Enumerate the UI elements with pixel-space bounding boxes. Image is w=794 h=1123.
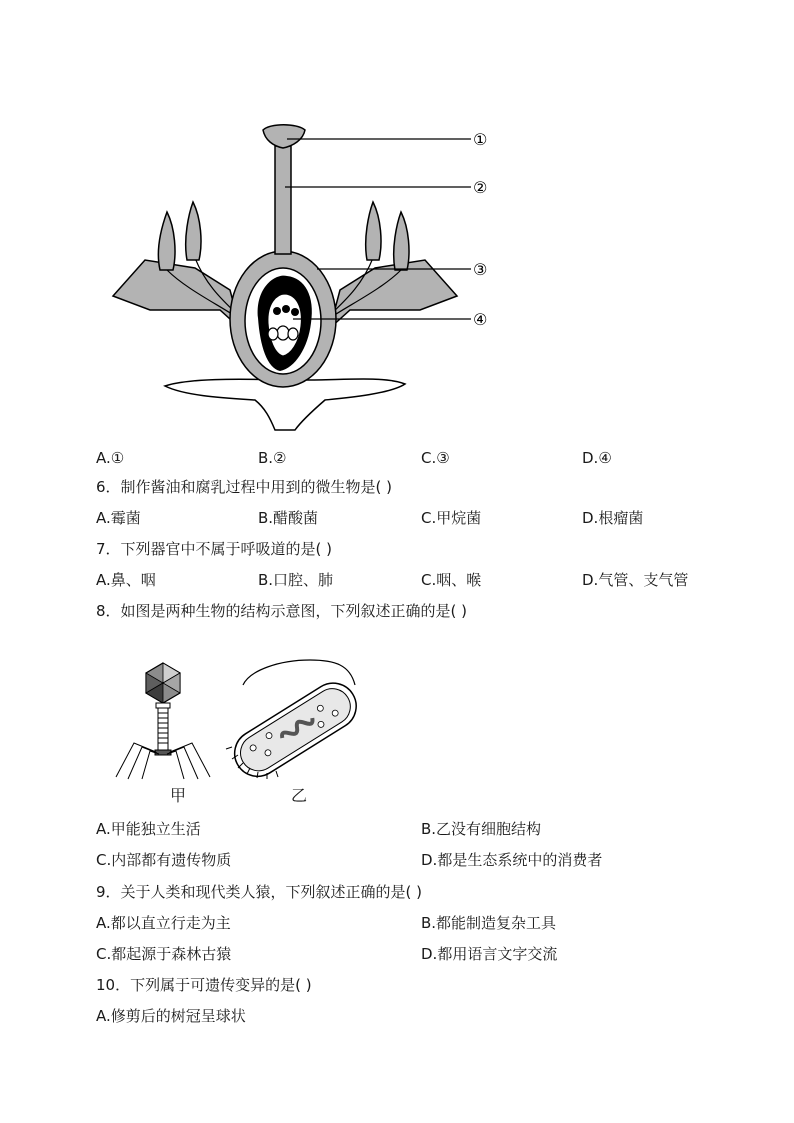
q6-option-d[interactable]: D.根瘤菌 [582, 509, 644, 527]
q7-option-a[interactable]: A.鼻、咽 [96, 571, 156, 589]
left-anther [186, 202, 201, 260]
right-anther [366, 202, 381, 260]
left-petal [113, 260, 240, 328]
right-anther [394, 212, 409, 270]
q9-option-a[interactable]: A.都以直立行走为主 [96, 914, 231, 932]
bacterium-body [226, 674, 365, 785]
question-8-stem: 8．如图是两种生物的结构示意图，下列叙述正确的是( ) [96, 602, 468, 620]
q9-option-d[interactable]: D.都用语言文字交流 [421, 945, 558, 963]
figure-label-jia: 甲 [170, 786, 187, 805]
q8-option-d[interactable]: D.都是生态系统中的消费者 [421, 851, 603, 869]
phage-bacterium-figure [110, 655, 370, 785]
callout-1: ① [473, 130, 488, 149]
q5-option-c[interactable]: C.③ [421, 449, 450, 467]
q6-option-c[interactable]: C.甲烷菌 [421, 509, 482, 527]
q10-option-a[interactable]: A.修剪后的树冠呈球状 [96, 1007, 246, 1025]
q9-option-c[interactable]: C.都起源于森林古猿 [96, 945, 232, 963]
question-9-stem: 9．关于人类和现代类人猿，下列叙述正确的是( ) [96, 883, 423, 901]
q5-option-a[interactable]: A.① [96, 449, 125, 467]
figure-label-yi: 乙 [291, 786, 308, 805]
q8-option-c[interactable]: C.内部都有遗传物质 [96, 851, 232, 869]
q7-option-c[interactable]: C.咽、喉 [421, 571, 482, 589]
q6-option-a[interactable]: A.霉菌 [96, 509, 141, 527]
style [275, 146, 291, 254]
phage-tail [155, 708, 171, 755]
callout-4: ④ [473, 310, 488, 329]
right-petal [330, 260, 457, 328]
question-10-stem: 10．下列属于可遗传变异的是( ) [96, 976, 312, 994]
q7-option-d[interactable]: D.气管、支气管 [582, 571, 689, 589]
q8-option-a[interactable]: A.甲能独立生活 [96, 820, 201, 838]
q9-option-b[interactable]: B.都能制造复杂工具 [421, 914, 557, 932]
q6-option-b[interactable]: B.醋酸菌 [258, 509, 319, 527]
q7-option-b[interactable]: B.口腔、肺 [258, 571, 334, 589]
stigma [263, 125, 305, 148]
q8-option-b[interactable]: B.乙没有细胞结构 [421, 820, 542, 838]
question-7-stem: 7．下列器官中不属于呼吸道的是( ) [96, 540, 333, 558]
callout-3: ③ [473, 260, 488, 279]
question-6-stem: 6．制作酱油和腐乳过程中用到的微生物是( ) [96, 478, 393, 496]
q5-option-b[interactable]: B.② [258, 449, 287, 467]
bacterium-flagellum [243, 660, 355, 685]
left-anther [158, 212, 175, 270]
flower-structure-figure [105, 118, 505, 438]
q5-option-d[interactable]: D.④ [582, 449, 612, 467]
callout-2: ② [473, 178, 488, 197]
